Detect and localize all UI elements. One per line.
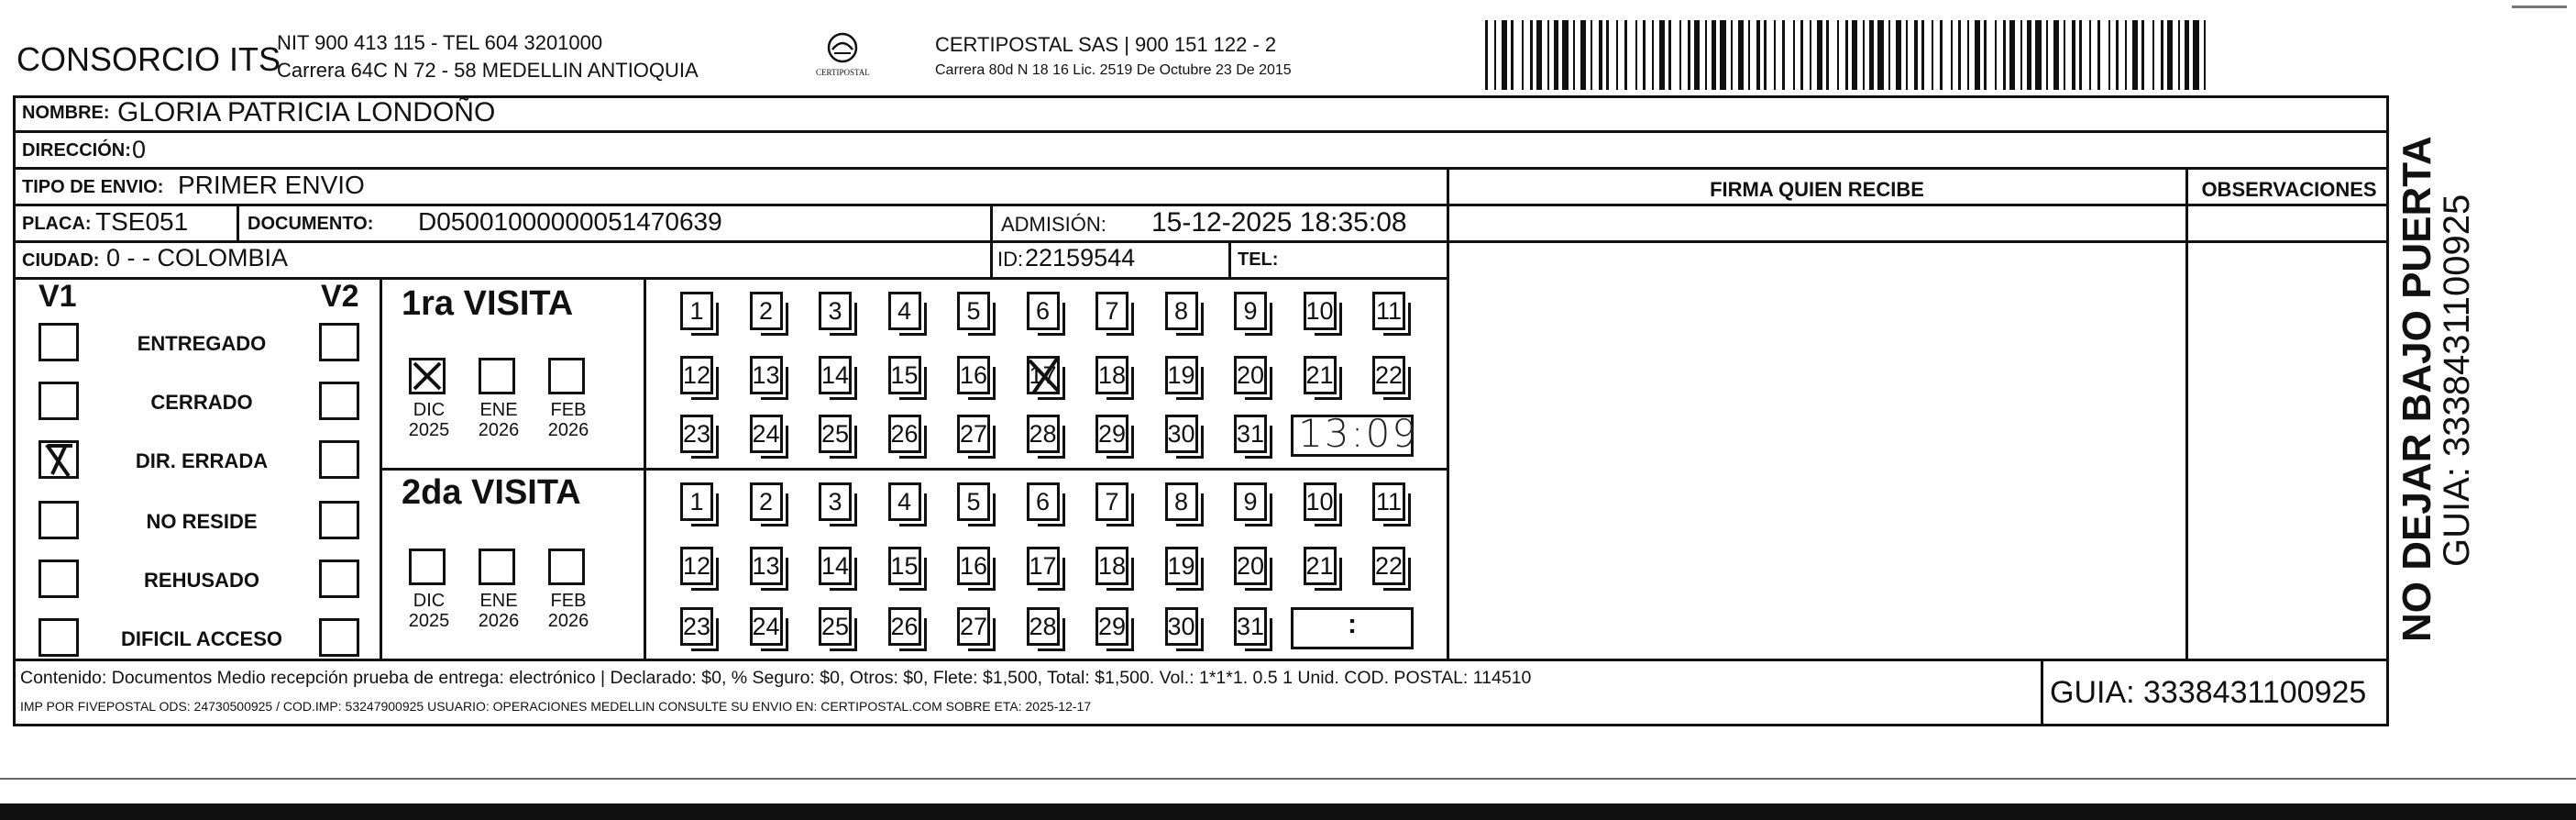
day-number: 29 [1098,420,1127,448]
barcode-bar [2072,20,2075,90]
second-visit-time: : [1348,609,1357,639]
placa-value: TSE051 [95,207,189,236]
barcode-bar [1845,20,1848,90]
day-number: 24 [752,613,780,640]
day-checkbox[interactable] [750,292,783,330]
day-checkbox[interactable] [1165,356,1198,394]
barcode-bar [2167,20,2173,90]
barcode-bar [1635,20,1637,90]
day-checkbox[interactable] [680,482,713,521]
first-visit-time: 13:09 [1298,411,1419,456]
month-label: ENE 2026 [478,400,520,440]
day-number: 2 [758,297,774,325]
day-number: 11 [1375,297,1403,325]
day-checkbox[interactable] [1095,547,1128,585]
day-checkbox[interactable] [819,356,852,394]
barcode-bar [1764,20,1767,90]
direccion-label: DIRECCIÓN: [22,140,131,161]
barcode-bar [1652,20,1654,90]
day-checkbox[interactable] [1027,415,1060,453]
barcode-bar [1984,20,1987,90]
barcode-bar [1951,20,1953,90]
day-checkbox[interactable] [1165,482,1198,521]
day-checkbox[interactable] [1165,292,1198,330]
v1-checkbox[interactable] [39,382,79,420]
day-number: 19 [1167,361,1195,389]
barcode-bar [2089,20,2091,90]
day-number: 26 [890,420,919,448]
day-checkbox[interactable] [1027,292,1060,330]
barcode-bar [2079,20,2082,90]
x-mark-icon [412,360,443,392]
day-number: 30 [1167,420,1195,448]
day-checkbox[interactable] [1304,292,1337,330]
documento-value: D05001000000051470639 [418,207,722,236]
footer-guia: GUIA: 3338431100925 [2050,675,2367,710]
barcode-bar [1554,20,1558,90]
month-label: DIC 2025 [408,591,450,631]
barcode-bar [1975,20,1980,90]
barcode [1483,20,2217,92]
day-number: 19 [1167,552,1195,580]
day-checkbox[interactable] [1234,482,1267,521]
barcode-bar [1573,20,1575,90]
ciudad-value: 0 - - COLOMBIA [106,244,289,271]
barcode-bar [1932,20,1933,90]
firma-header: FIRMA QUIEN RECIBE [1710,178,1924,201]
barcode-bar [1940,20,1943,90]
day-number: 5 [966,297,981,325]
day-number: 17 [1029,552,1057,580]
day-checkbox[interactable] [888,292,921,330]
tipo-envio-label: TIPO DE ENVIO: [22,177,164,197]
day-number: 13 [752,552,780,580]
day-number: 6 [1035,488,1051,515]
barcode-bar [1869,20,1874,90]
day-checkbox[interactable] [888,607,921,646]
barcode-bar [2185,20,2189,90]
barcode-bar [1522,20,1524,90]
barcode-bar [1888,20,1890,90]
day-checkbox[interactable] [1095,415,1128,453]
barcode-bar [2178,20,2180,90]
day-checkbox[interactable] [680,292,713,330]
day-checkbox[interactable] [1304,482,1337,521]
barcode-bar [1906,20,1908,90]
month-label: ENE 2026 [478,591,520,631]
barcode-bar [1530,20,1533,90]
month-label: FEB 2026 [547,400,589,440]
barcode-bar [1624,20,1627,90]
barcode-bar [1967,20,1969,90]
status-label: NO RESIDE [146,510,258,533]
nombre-label: NOMBRE: [22,103,110,123]
day-number: 8 [1173,488,1189,515]
company-nit: NIT 900 413 115 - TEL 604 3201000 [277,31,603,54]
day-number: 5 [966,488,981,515]
barcode-bar [1679,20,1681,90]
day-number: 7 [1105,297,1119,325]
barcode-bar [1705,20,1707,90]
day-checkbox[interactable] [1027,482,1060,521]
barcode-bar [2204,20,2206,90]
barcode-bar [1536,20,1542,90]
v2-checkbox[interactable] [319,382,359,420]
barcode-bar [1826,20,1829,90]
month-checkbox[interactable] [479,358,515,394]
company-name: CONSORCIO ITS [17,40,281,78]
first-visit-title: 1ra VISITA [402,284,574,323]
barcode-bar [1591,20,1592,90]
day-checkbox[interactable] [1027,547,1060,585]
barcode-bar [1616,20,1618,90]
day-number: 12 [683,552,711,580]
barcode-bar [1800,20,1803,90]
month-checkbox[interactable] [548,549,585,585]
day-number: 8 [1173,297,1189,325]
day-number: 16 [960,361,988,389]
day-number: 9 [1243,488,1258,515]
nombre-value: GLORIA PATRICIA LONDOÑO [117,97,496,127]
day-number: 18 [1098,552,1127,580]
day-number: 27 [960,613,988,640]
day-checkbox[interactable] [1095,356,1128,394]
barcode-bar [1863,20,1865,90]
barcode-bar [2161,20,2163,90]
day-number: 4 [897,297,912,325]
day-number: 16 [960,552,988,580]
day-number: 17 [1029,361,1057,389]
day-number: 20 [1237,552,1265,580]
day-number: 23 [683,420,711,448]
day-checkbox[interactable] [957,415,990,453]
day-checkbox[interactable] [888,356,921,394]
barcode-bar [2053,20,2059,90]
barcode-bar [2003,20,2006,90]
barcode-bar [2152,20,2154,90]
day-checkbox[interactable] [680,547,713,585]
carrier-name: CERTIPOSTAL SAS | 900 151 122 - 2 [935,33,1277,56]
day-checkbox[interactable] [750,415,783,453]
barcode-bar [2193,20,2199,90]
day-checkbox[interactable] [750,607,783,646]
barcode-bar [1643,20,1646,90]
day-checkbox[interactable] [957,547,990,585]
barcode-bar [1731,20,1733,90]
day-number: 29 [1098,613,1127,640]
barcode-bar [2046,20,2048,90]
barcode-bar [2132,20,2138,90]
day-number: 15 [890,552,919,580]
v1-checkbox[interactable] [39,440,79,479]
day-number: 25 [821,613,850,640]
barcode-bar [1599,20,1602,90]
bottom-scan-bar [0,803,2576,820]
top-right-mark [2512,6,2567,8]
v2-checkbox[interactable] [319,323,359,361]
barcode-bar [1547,20,1549,90]
day-checkbox[interactable] [957,292,990,330]
day-number: 27 [960,420,988,448]
day-number: 21 [1305,361,1334,389]
day-number: 20 [1237,361,1265,389]
day-number: 26 [890,613,919,640]
day-number: 15 [890,361,919,389]
barcode-bar [2035,20,2042,90]
day-number: 4 [897,488,912,515]
day-checkbox[interactable] [1234,356,1267,394]
barcode-bar [1958,20,1961,90]
day-number: 22 [1375,552,1404,580]
barcode-bar [2009,20,2015,90]
admision-value: 15-12-2025 18:35:08 [1151,207,1407,238]
day-checkbox[interactable] [1095,292,1128,330]
day-checkbox[interactable] [1304,356,1337,394]
day-number: 18 [1098,361,1127,389]
day-number: 31 [1237,613,1265,640]
direccion-value: 0 [132,136,147,163]
day-checkbox[interactable] [1234,607,1267,646]
v2-checkbox[interactable] [319,618,359,657]
second-visit-title: 2da VISITA [402,473,581,512]
v1-checkbox[interactable] [39,323,79,361]
documento-label: DOCUMENTO: [248,214,374,234]
barcode-bar [1502,20,1507,90]
day-number: 10 [1305,297,1334,325]
day-checkbox[interactable] [957,482,990,521]
barcode-bar [1793,20,1795,90]
side-guia: GUIA: 3338431100925 [2437,194,2477,567]
barcode-bar [1877,20,1884,90]
cut-line [0,778,2576,780]
day-checkbox[interactable] [1027,607,1060,646]
day-number: 14 [821,361,850,389]
barcode-bar [1659,20,1665,90]
day-number: 28 [1029,613,1057,640]
barcode-bar [2020,20,2022,90]
day-number: 14 [821,552,850,580]
logo-text: CERTIPOSTAL [816,68,870,77]
day-checkbox[interactable] [819,415,852,453]
day-checkbox[interactable] [957,607,990,646]
day-number: 9 [1243,297,1258,325]
admision-label: ADMISIÓN: [1001,213,1106,236]
month-checkbox[interactable] [548,358,585,394]
barcode-bar [1688,20,1690,90]
day-checkbox[interactable] [680,607,713,646]
barcode-bar [1562,20,1569,90]
barcode-bar [1914,20,1918,90]
day-checkbox[interactable] [888,415,921,453]
day-checkbox[interactable] [957,356,990,394]
day-number: 1 [689,297,704,325]
status-label: REHUSADO [144,569,259,592]
barcode-bar [1852,20,1857,90]
barcode-bar [1837,20,1839,90]
barcode-bar [1720,20,1726,90]
day-checkbox[interactable] [888,547,921,585]
barcode-bar [1668,20,1671,90]
day-number: 28 [1029,420,1057,448]
day-checkbox[interactable] [819,547,852,585]
barcode-bar [1511,20,1514,90]
day-checkbox[interactable] [1027,356,1060,394]
day-checkbox[interactable] [888,482,921,521]
v2-checkbox[interactable] [319,440,359,479]
day-number: 31 [1237,420,1265,448]
day-number: 22 [1375,361,1404,389]
v1-label: V1 [39,279,77,314]
day-checkbox[interactable] [1234,415,1267,453]
barcode-bar [1774,20,1776,90]
day-number: 23 [683,613,711,640]
barcode-bar [1756,20,1760,90]
day-number: 13 [752,361,780,389]
status-label: ENTREGADO [137,332,267,355]
day-number: 10 [1305,488,1334,515]
certipostal-logo [814,29,871,83]
barcode-bar [1995,20,1997,90]
carrier-address: Carrera 80d N 18 16 Lic. 2519 De Octubre 23 De 2015 [935,62,1292,78]
barcode-bar [1494,20,1496,90]
barcode-bar [1810,20,1811,90]
barcode-bar [1712,20,1716,90]
month-checkbox[interactable] [409,358,446,394]
month-label: FEB 2026 [547,591,589,631]
id-value: 22159544 [1025,244,1136,271]
day-number: 12 [683,361,711,389]
day-number: 24 [752,420,780,448]
observaciones-header: OBSERVACIONES [2201,178,2377,201]
status-label: CERRADO [150,391,253,414]
day-checkbox[interactable] [819,482,852,521]
day-checkbox[interactable] [1304,547,1337,585]
barcode-bar [1694,20,1700,90]
day-checkbox[interactable] [1372,356,1405,394]
day-number: 11 [1375,488,1403,515]
barcode-bar [2141,20,2144,90]
day-checkbox[interactable] [1165,607,1198,646]
month-checkbox[interactable] [479,549,515,585]
barcode-bar [1782,20,1785,90]
day-number: 7 [1105,488,1119,515]
tel-label: TEL: [1238,249,1279,270]
day-number: 2 [758,488,774,515]
status-label: DIFICIL ACCESO [120,627,282,650]
day-checkbox[interactable] [819,292,852,330]
day-checkbox[interactable] [819,607,852,646]
status-label: DIR. ERRADA [135,449,269,472]
day-checkbox[interactable] [1372,482,1405,521]
day-number: 1 [689,488,704,515]
day-number: 21 [1305,552,1334,580]
day-checkbox[interactable] [1372,547,1405,585]
v1-checkbox[interactable] [39,501,79,539]
day-number: 3 [828,488,842,515]
day-checkbox[interactable] [1234,292,1267,330]
tipo-envio-value: PRIMER ENVIO [178,171,365,199]
day-checkbox[interactable] [680,356,713,394]
barcode-bar [1896,20,1901,90]
company-address: Carrera 64C N 72 - 58 MEDELLIN ANTIOQUIA [277,59,699,82]
barcode-bar [1817,20,1822,90]
day-checkbox[interactable] [1095,607,1128,646]
footer-imp: IMP POR FIVEPOSTAL ODS: 24730500925 / COD.IMP: 53247900925 USUARIO: OPERACIONES MEDELLIN CONSULTE SU ENVIO EN: CERTIPOSTAL.COM SOBRE ETA: 2025-12-17 [20,699,1092,714]
v1-checkbox[interactable] [39,560,79,598]
barcode-bar [2116,20,2119,90]
day-checkbox[interactable] [750,482,783,521]
day-checkbox[interactable] [1165,415,1198,453]
day-checkbox[interactable] [1165,547,1198,585]
barcode-bar [2027,20,2031,90]
day-number: 6 [1035,297,1051,325]
day-checkbox[interactable] [1372,292,1405,330]
id-label: ID: [997,248,1024,271]
v2-checkbox[interactable] [319,560,359,598]
day-checkbox[interactable] [1095,482,1128,521]
month-label: DIC 2025 [408,400,450,440]
v2-checkbox[interactable] [319,501,359,539]
barcode-bar [1748,20,1750,90]
barcode-bar [1738,20,1744,90]
month-checkbox[interactable] [409,549,446,585]
day-checkbox[interactable] [750,547,783,585]
barcode-bar [2125,20,2127,90]
barcode-bar [1580,20,1586,90]
ciudad-label: CIUDAD: [22,250,100,271]
barcode-bar [1485,20,1488,90]
footer-contenido: Contenido: Documentos Medio recepción prueba de entrega: electrónico | Declarado: $0, % Seguro: $0, Otros: $0, Flete: $1,500, Total: $1,500. Vol.: 1*1*1. 0.5 1 Unid. COD. POSTAL: 114510 [20,668,1532,688]
day-number: 25 [821,420,850,448]
barcode-bar [2108,20,2110,90]
day-number: 30 [1167,613,1195,640]
side-warning: NO DEJAR BAJO PUERTA [2394,136,2439,642]
day-checkbox[interactable] [750,356,783,394]
placa-label: PLACA: [22,214,92,234]
day-checkbox[interactable] [1234,547,1267,585]
check-mark-icon [41,443,78,478]
v1-checkbox[interactable] [39,618,79,657]
barcode-bar [2097,20,2100,90]
barcode-bar [2064,20,2065,90]
barcode-bar [1921,20,1924,90]
day-number: 3 [828,297,842,325]
day-checkbox[interactable] [680,415,713,453]
barcode-bar [1606,20,1609,90]
v2-label: V2 [321,279,359,314]
